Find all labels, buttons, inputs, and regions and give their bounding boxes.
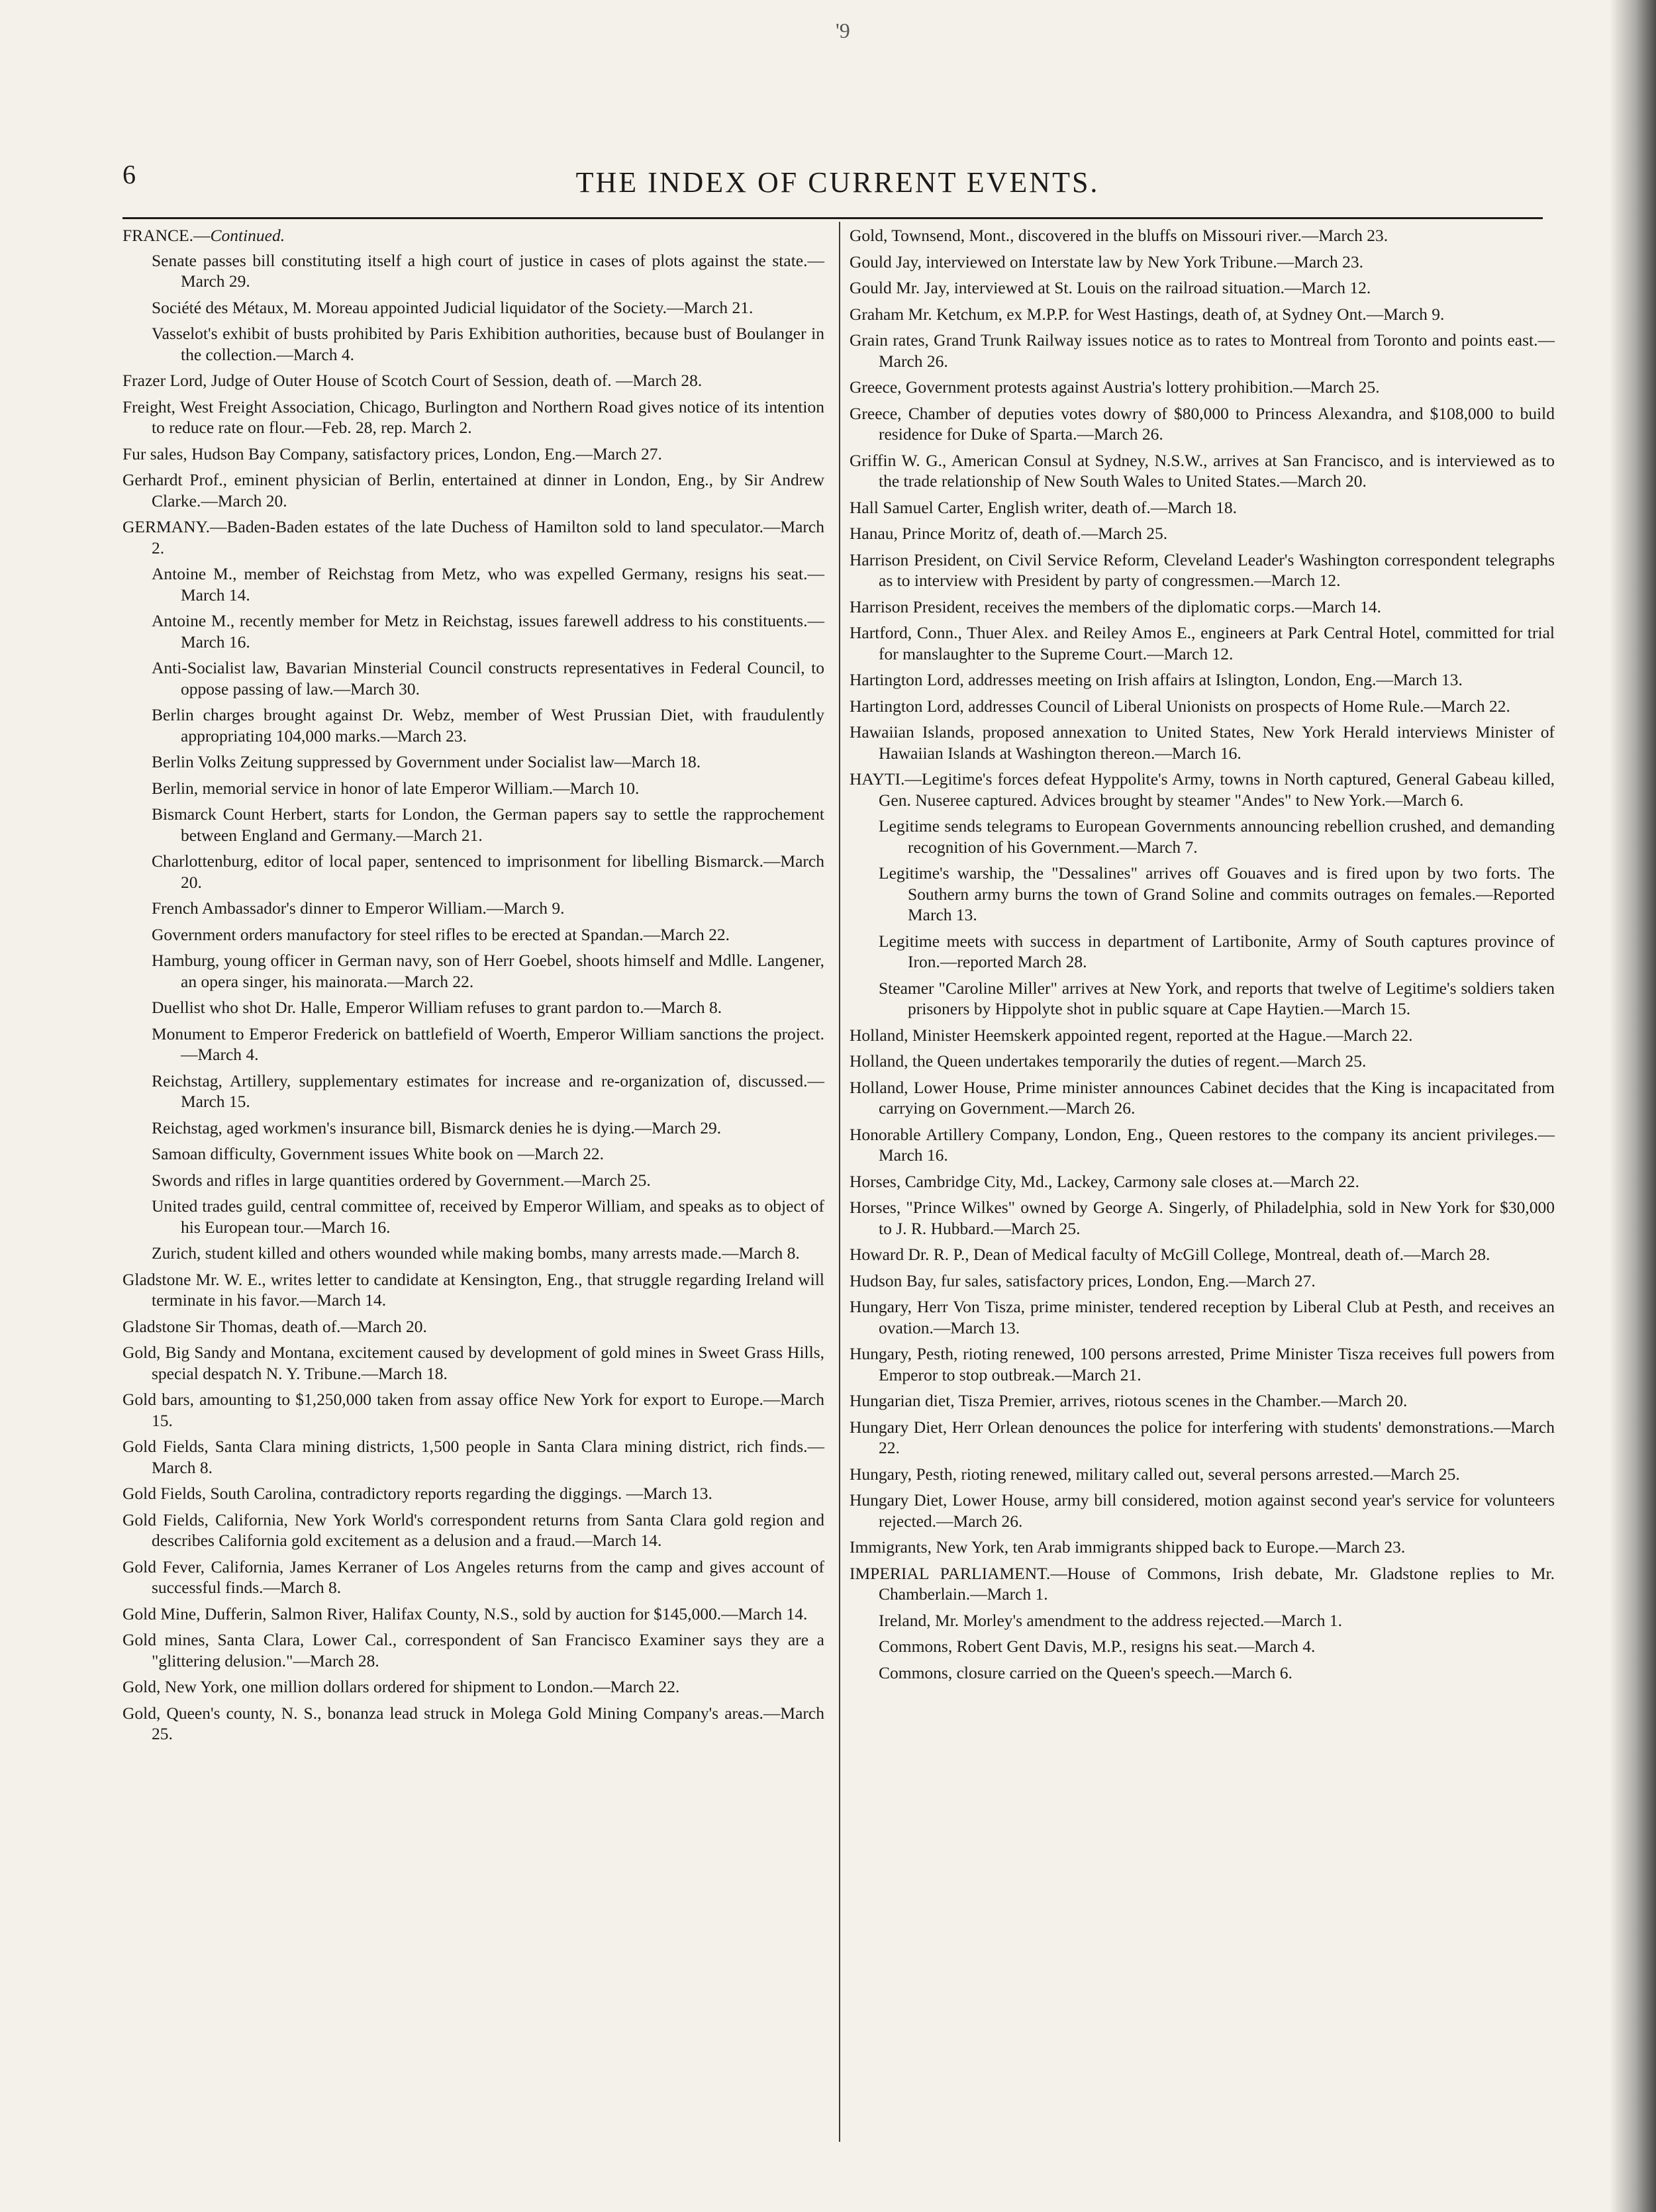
index-entry: Steamer "Caroline Miller" arrives at New York, and reports that twelve of Legitime's soldiers taken prisoners by Hippolyte shot in public square at Cape Haytien.—March 15. <box>879 978 1555 1018</box>
index-entry: Hungary, Herr Von Tisza, prime minister, tendered reception by Liberal Club at Pesth, and receives an ovation.—March 13. <box>850 1297 1555 1337</box>
index-entry: Gold mines, Santa Clara, Lower Cal., correspondent of San Francisco Examiner says they are a "glittering delusion."—March 28. <box>122 1630 824 1670</box>
index-entry: Gold, Big Sandy and Montana, excitement caused by development of gold mines in Sweet Grass Hills, special despatch N. Y. Tribune.—March 18. <box>122 1343 824 1383</box>
section-continued-label: Continued. <box>210 226 285 245</box>
index-entry: Freight, West Freight Association, Chicago, Burlington and Northern Road gives notice of its intention to reduce rate on flour.—Feb. 28, rep. March 2. <box>122 397 824 437</box>
index-entry: Gold, New York, one million dollars ordered for shipment to London.—March 22. <box>122 1677 680 1696</box>
index-entry: Monument to Emperor Frederick on battlefield of Woerth, Emperor William sanctions the project.—March 4. <box>152 1024 824 1064</box>
index-entry: French Ambassador's dinner to Emperor William.—March 9. <box>152 898 565 918</box>
index-entry: Government orders manufactory for steel rifles to be erected at Spandan.—March 22. <box>152 924 730 944</box>
index-entry: Greece, Government protests against Austria's lottery prohibition.—March 25. <box>850 377 1380 397</box>
index-entry: Holland, the Queen undertakes temporarily the duties of regent.—March 25. <box>850 1051 1367 1071</box>
index-entry: Gold Fields, South Carolina, contradictory reports regarding the diggings. —March 13. <box>122 1484 712 1503</box>
index-entry: Legitime's warship, the "Dessalines" arrives off Gouaves and is fired upon by two forts. The Southern army burns the town of Grand Soline and commits outrages on females.—Reported March 13. <box>879 863 1555 924</box>
index-entry: Charlottenburg, editor of local paper, sentenced to imprisonment for libelling Bismarck.—March 20. <box>152 851 824 892</box>
index-entry: Gold Mine, Dufferin, Salmon River, Halifax County, N.S., sold by auction for $145,000.—March 14. <box>122 1604 808 1623</box>
index-entry: Société des Métaux, M. Moreau appointed Judicial liquidator of the Society.—March 21. <box>152 297 754 317</box>
index-entry: Commons, closure carried on the Queen's speech.—March 6. <box>879 1662 1292 1682</box>
index-entry: Frazer Lord, Judge of Outer House of Scotch Court of Session, death of. —March 28. <box>122 371 703 390</box>
index-entry: Gold Fields, California, New York World's correspondent returns from Santa Clara gold region and describes California gold excitement as a delusion and a fraud.—March 14. <box>122 1510 824 1550</box>
index-entry: Reichstag, aged workmen's insurance bill, Bismarck denies he is dying.—March 29. <box>152 1118 722 1137</box>
index-entry: Bismarck Count Herbert, starts for London, the German papers say to settle the rapprochement between England and Germany.—March 21. <box>152 804 824 845</box>
index-entry: United trades guild, central committee of, received by Emperor William, and speaks as to object of his European tour.—March 16. <box>152 1196 824 1237</box>
index-entry: Gold Fever, California, James Kerraner of Los Angeles returns from the camp and gives account of successful finds.—March 8. <box>122 1557 824 1597</box>
index-entry: Hudson Bay, fur sales, satisfactory prices, London, Eng.—March 27. <box>850 1271 1316 1290</box>
index-entry: HAYTI.—Legitime's forces defeat Hyppolite's Army, towns in North captured, General Gabeau killed, Gen. Nuseree captured. Advices brought by steamer "Andes" to New York.—March 6. <box>850 769 1555 810</box>
index-entry: Duellist who shot Dr. Halle, Emperor William refuses to grant pardon to.—March 8. <box>152 998 722 1017</box>
right-column <box>850 225 1555 1688</box>
index-entry: Hungary Diet, Lower House, army bill considered, motion against second year's service for volunteers rejected.—March 26. <box>850 1490 1555 1531</box>
index-entry: Harrison President, on Civil Service Reform, Cleveland Leader's Washington correspondent telegraphs as to interview with President by party of congressmen.—March 12. <box>850 550 1555 590</box>
index-entry: Vasselot's exhibit of busts prohibited by Paris Exhibition authorities, because bust of Boulanger in the collection.—March 4. <box>152 324 824 364</box>
index-entry: Hartington Lord, addresses meeting on Irish affairs at Islington, London, Eng.—March 13. <box>850 670 1463 689</box>
left-column <box>122 225 824 1750</box>
index-entry: Harrison President, receives the members of the diplomatic corps.—March 14. <box>850 597 1382 616</box>
column-divider <box>839 222 840 2142</box>
index-entry: Graham Mr. Ketchum, ex M.P.P. for West Hastings, death of, at Sydney Ont.—March 9. <box>850 304 1445 324</box>
index-entry: Hawaiian Islands, proposed annexation to United States, New York Herald interviews Minister of Hawaiian Islands at Washington thereon.—March 16. <box>850 722 1555 763</box>
index-entry: Legitime sends telegrams to European Governments announcing rebellion crushed, and demanding recognition of his Government.—March 7. <box>879 816 1555 857</box>
index-entry: Reichstag, Artillery, supplementary estimates for increase and re-organization of, discussed.—March 15. <box>152 1071 824 1111</box>
index-entry: Horses, Cambridge City, Md., Lackey, Carmony sale closes at.—March 22. <box>850 1171 1360 1191</box>
index-entry: Gold bars, amounting to $1,250,000 taken from assay office New York for export to Europe.—March 15. <box>122 1390 824 1430</box>
section-heading-france <box>122 225 824 246</box>
index-entry: Gold, Queen's county, N. S., bonanza lead struck in Molega Gold Mining Company's areas.—March 25. <box>122 1703 824 1743</box>
index-entry: Horses, "Prince Wilkes" owned by George A. Singerly, of Philadelphia, sold in New York for $30,000 to J. R. Hubbard.—March 25. <box>850 1198 1555 1238</box>
index-entry: Gerhardt Prof., eminent physician of Berlin, entertained at dinner in London, Eng., by Sir Andrew Clarke.—March 20. <box>122 470 824 510</box>
index-entry: Senate passes bill constituting itself a high court of justice in cases of plots against the state.—March 29. <box>152 250 824 291</box>
index-entry: Holland, Lower House, Prime minister announces Cabinet decides that the King is incapacitated from carrying on Government.—March 26. <box>850 1077 1555 1118</box>
right-entry-list <box>850 225 1555 1683</box>
index-entry: Zurich, student killed and others wounded while making bombs, many arrests made.—March 8. <box>152 1243 800 1263</box>
index-entry: Legitime meets with success in department of Lartibonite, Army of South captures province of Iron.—reported March 28. <box>879 931 1555 971</box>
index-entry: Antoine M., member of Reichstag from Metz, who was expelled Germany, resigns his seat.—March 14. <box>152 564 824 604</box>
index-entry: Hungary Diet, Herr Orlean denounces the police for interfering with students' demonstrations.—March 22. <box>850 1417 1555 1457</box>
index-entry: Hungary, Pesth, rioting renewed, military called out, several persons arrested.—March 25. <box>850 1464 1460 1484</box>
index-entry: Hamburg, young officer in German navy, son of Herr Goebel, shoots himself and Mdlle. Langener, an opera singer, his mainorata.—March 22. <box>152 951 824 991</box>
section-heading-label: FRANCE.— <box>122 226 211 245</box>
page-top-mark: '9 <box>836 19 850 42</box>
index-entry: Berlin, memorial service in honor of late Emperor William.—March 10. <box>152 778 640 798</box>
index-entry: Griffin W. G., American Consul at Sydney, N.S.W., arrives at San Francisco, and is interviewed as to the trade relationship of New South Wales to United States.—March 20. <box>850 450 1555 491</box>
index-entry: Immigrants, New York, ten Arab immigrants shipped back to Europe.—March 23. <box>850 1537 1406 1557</box>
left-entry-list <box>122 250 824 1745</box>
index-entry: Berlin Volks Zeitung suppressed by Government under Socialist law—March 18. <box>152 752 701 771</box>
index-entry: Grain rates, Grand Trunk Railway issues notice as to rates to Montreal from Toronto and points east.—March 26. <box>850 330 1555 371</box>
index-entry: GERMANY.—Baden-Baden estates of the late Duchess of Hamilton sold to land speculator.—March 2. <box>122 517 824 557</box>
index-entry: Gold Fields, Santa Clara mining districts, 1,500 people in Santa Clara mining district, rich finds.—March 8. <box>122 1437 824 1477</box>
page-number: 6 <box>122 160 136 189</box>
index-entry: Gould Jay, interviewed on Interstate law by New York Tribune.—March 23. <box>850 252 1363 271</box>
index-entry: Commons, Robert Gent Davis, M.P., resigns his seat.—March 4. <box>879 1637 1316 1656</box>
page-edge-shadow <box>1610 0 1656 2212</box>
index-entry: Honorable Artillery Company, London, Eng., Queen restores to the company its ancient privileges.—March 16. <box>850 1124 1555 1165</box>
index-entry: Gladstone Mr. W. E., writes letter to candidate at Kensington, Eng., that struggle regarding Ireland will terminate in his favor.—March 14. <box>122 1269 824 1310</box>
page-title: THE INDEX OF CURRENT EVENTS. <box>575 166 1100 199</box>
index-entry: Greece, Chamber of deputies votes dowry of $80,000 to Princess Alexandra, and $108,000 to build residence for Duke of Sparta.—March 26. <box>850 403 1555 444</box>
index-entry: Hungary, Pesth, rioting renewed, 100 persons arrested, Prime Minister Tisza receives full powers from Emperor to stop outbreak.—March 21. <box>850 1344 1555 1384</box>
index-entry: Antoine M., recently member for Metz in Reichstag, issues farewell address to his constituents.—March 16. <box>152 611 824 651</box>
header-rule <box>122 217 1543 219</box>
index-entry: Samoan difficulty, Government issues White book on —March 22. <box>152 1144 604 1163</box>
index-entry: Swords and rifles in large quantities ordered by Government.—March 25. <box>152 1170 651 1190</box>
index-entry: Anti-Socialist law, Bavarian Minsterial Council constructs representatives in Federal Council, to oppose passing of law.—March 30. <box>152 658 824 698</box>
index-entry: Holland, Minister Heemskerk appointed regent, reported at the Hague.—March 22. <box>850 1025 1413 1045</box>
index-entry: Hartington Lord, addresses Council of Liberal Unionists on prospects of Home Rule.—March 22. <box>850 696 1510 716</box>
index-entry: Gold, Townsend, Mont., discovered in the bluffs on Missouri river.—March 23. <box>850 226 1388 245</box>
index-entry: Berlin charges brought against Dr. Webz, member of West Prussian Diet, with fraudulently appropriating 104,000 marks.—March 23. <box>152 705 824 745</box>
index-entry: Fur sales, Hudson Bay Company, satisfactory prices, London, Eng.—March 27. <box>122 444 662 463</box>
index-entry: IMPERIAL PARLIAMENT.—House of Commons, Irish debate, Mr. Gladstone replies to Mr. Chamberlain.—March 1. <box>850 1563 1555 1604</box>
index-entry: Gladstone Sir Thomas, death of.—March 20. <box>122 1316 427 1336</box>
index-entry: Gould Mr. Jay, interviewed at St. Louis on the railroad situation.—March 12. <box>850 278 1371 297</box>
index-entry: Howard Dr. R. P., Dean of Medical faculty of McGill College, Montreal, death of.—March 28. <box>850 1245 1490 1264</box>
index-entry: Ireland, Mr. Morley's amendment to the address rejected.—March 1. <box>879 1610 1342 1630</box>
index-entry: Hanau, Prince Moritz of, death of.—March 25. <box>850 524 1168 543</box>
index-entry: Hartford, Conn., Thuer Alex. and Reiley Amos E., engineers at Park Central Hotel, committed for trial for manslaughter to the Supreme Court.—March 12. <box>850 623 1555 663</box>
index-entry: Hungarian diet, Tisza Premier, arrives, riotous scenes in the Chamber.—March 20. <box>850 1391 1408 1410</box>
index-entry: Hall Samuel Carter, English writer, death of.—March 18. <box>850 497 1238 517</box>
